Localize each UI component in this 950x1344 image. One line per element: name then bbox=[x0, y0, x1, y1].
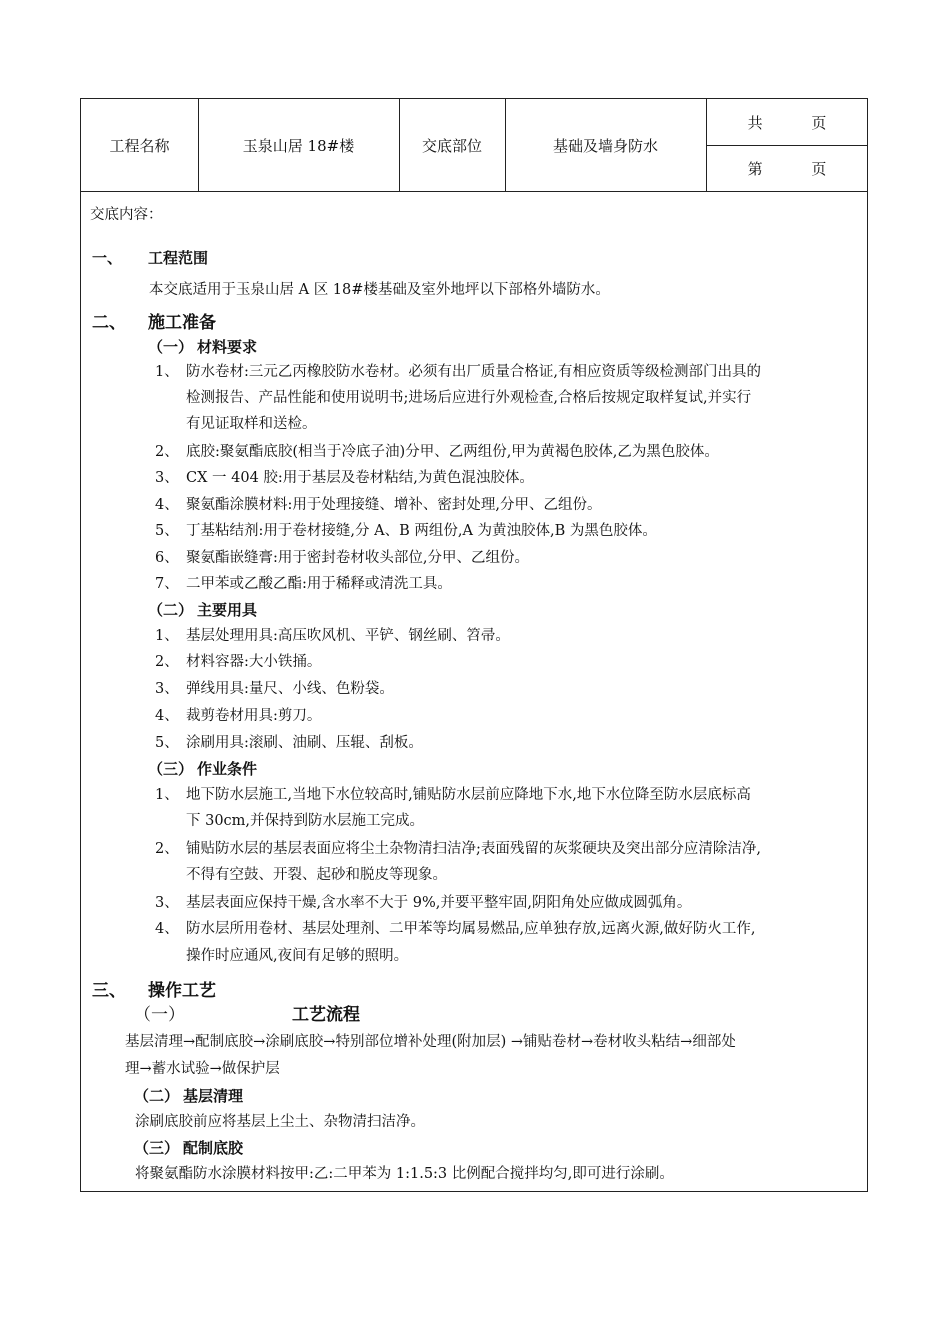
section1-number: 一、 bbox=[92, 249, 123, 267]
list-item-text: 丁基粘结剂:用于卷材接缝,分 A、B 两组份,A 为黄浊胶体,B 为黑色胶体。 bbox=[186, 523, 657, 539]
subsection-title: 作业条件 bbox=[197, 760, 258, 778]
list-item-text: 裁剪卷材用具:剪刀。 bbox=[186, 708, 322, 724]
subsection-title: 材料要求 bbox=[197, 338, 258, 356]
list-item-text: 有见证取样和送检。 bbox=[186, 416, 317, 432]
project-name-label: 工程名称 bbox=[109, 137, 170, 155]
list-item-number: 1、 bbox=[155, 628, 179, 644]
list-item-number: 3、 bbox=[155, 681, 179, 697]
subsection-number: （三） bbox=[134, 1139, 180, 1157]
section3-title: 操作工艺 bbox=[148, 981, 216, 1001]
section1-title: 工程范围 bbox=[148, 249, 209, 267]
process-flow-text: 理→蓄水试验→做保护层 bbox=[125, 1061, 280, 1077]
list-item-text: 防水卷材:三元乙丙橡胶防水卷材。必须有出厂质量合格证,有相应资质等级检测部门出具的 bbox=[186, 364, 761, 380]
list-item-number: 4、 bbox=[155, 497, 179, 513]
list-item-text: 检测报告、产品性能和使用说明书;进场后应进行外观检查,合格后按规定取样复试,并实行 bbox=[186, 390, 752, 406]
list-item-text: 二甲苯或乙酸乙酯:用于稀释或清洗工具。 bbox=[186, 576, 452, 592]
list-item-number: 4、 bbox=[155, 921, 179, 937]
list-item-text: 基层处理用具:高压吹风机、平铲、钢丝刷、笤帚。 bbox=[186, 628, 510, 644]
list-item-number: 2、 bbox=[155, 654, 179, 670]
location-value: 基础及墙身防水 bbox=[552, 137, 658, 155]
list-item-text: 涂刷用具:滚刷、油刷、压辊、刮板。 bbox=[186, 735, 423, 751]
list-item-text: CX 一 404 胶:用于基层及卷材粘结,为黄色混浊胶体。 bbox=[186, 470, 534, 486]
list-item-number: 3、 bbox=[155, 470, 179, 486]
subsection-title: 主要用具 bbox=[197, 601, 258, 619]
paragraph-text: 将聚氨酯防水涂膜材料按甲:乙:二甲苯为 1:1.5:3 比例配合搅拌均匀,即可进行涂刷。 bbox=[135, 1166, 674, 1182]
list-item-number: 7、 bbox=[155, 576, 179, 592]
disclosure-sheet bbox=[80, 98, 868, 1192]
subsection-number: （三） bbox=[148, 760, 194, 778]
list-item-text: 聚氨酯嵌缝膏:用于密封卷材收头部位,分甲、乙组份。 bbox=[186, 550, 529, 566]
list-item-number: 1、 bbox=[155, 364, 179, 380]
list-item-text: 下 30cm,并保持到防水层施工完成。 bbox=[186, 813, 425, 829]
list-item-number: 2、 bbox=[155, 444, 179, 460]
list-item-text: 弹线用具:量尺、小线、色粉袋。 bbox=[186, 681, 394, 697]
total-pages-label: 共 页 bbox=[747, 114, 827, 132]
page-number-label: 第 页 bbox=[747, 160, 827, 178]
list-item-text: 操作时应通风,夜间有足够的照明。 bbox=[186, 948, 409, 964]
section1-text: 本交底适用于玉泉山居 A 区 18#楼基础及室外地坪以下部格外墙防水。 bbox=[149, 282, 610, 298]
list-item-number: 5、 bbox=[155, 735, 179, 751]
list-item-number: 3、 bbox=[155, 895, 179, 911]
list-item-text: 防水层所用卷材、基层处理剂、二甲苯等均属易燃品,应单独存放,远离火源,做好防火工作, bbox=[186, 921, 756, 937]
section3-number: 三、 bbox=[92, 981, 126, 1001]
paragraph-text: 涂刷底胶前应将基层上尘土、杂物清扫洁净。 bbox=[135, 1114, 425, 1130]
list-item-number: 5、 bbox=[155, 523, 179, 539]
header-table bbox=[81, 99, 867, 192]
subsection-number: （一） bbox=[148, 338, 194, 356]
list-item-text: 材料容器:大小铁捅。 bbox=[186, 654, 322, 670]
subsection-number: （二） bbox=[134, 1087, 180, 1105]
subsection-title: 工艺流程 bbox=[292, 1005, 360, 1025]
subsection-title: 配制底胶 bbox=[183, 1139, 244, 1157]
section2-title: 施工准备 bbox=[148, 313, 216, 333]
section2-number: 二、 bbox=[92, 313, 126, 333]
list-item-text: 底胶:聚氨酯底胶(相当于冷底子油)分甲、乙两组份,甲为黄褐色胶体,乙为黑色胶体。 bbox=[186, 444, 719, 460]
subsection-number: （一） bbox=[134, 1005, 185, 1025]
list-item-number: 4、 bbox=[155, 708, 179, 724]
list-item-text: 地下防水层施工,当地下水位较高时,铺贴防水层前应降地下水,地下水位降至防水层底标高 bbox=[186, 787, 751, 803]
content-label: 交底内容： bbox=[90, 207, 163, 223]
divider bbox=[706, 145, 868, 146]
list-item-text: 基层表面应保持干燥,含水率不大于 9%,并要平整牢固,阴阳角处应做成圆弧角。 bbox=[186, 895, 692, 911]
list-item-number: 1、 bbox=[155, 787, 179, 803]
process-flow-text: 基层清理→配制底胶→涂刷底胶→特别部位增补处理(附加层) →铺贴卷材→卷材收头粘结→细部处 bbox=[125, 1034, 736, 1050]
list-item-text: 铺贴防水层的基层表面应将尘土杂物清扫洁净;表面残留的灰浆硬块及突出部分应清除洁净, bbox=[186, 841, 761, 857]
location-label: 交底部位 bbox=[421, 137, 482, 155]
list-item-number: 2、 bbox=[155, 841, 179, 857]
list-item-number: 6、 bbox=[155, 550, 179, 566]
subsection-number: （二） bbox=[148, 601, 194, 619]
list-item-text: 聚氨酯涂膜材料:用于处理接缝、增补、密封处理,分甲、乙组份。 bbox=[186, 497, 602, 513]
project-name-value: 玉泉山居 18#楼 bbox=[242, 137, 355, 155]
list-item-text: 不得有空鼓、开裂、起砂和脱皮等现象。 bbox=[186, 867, 447, 883]
subsection-title: 基层清理 bbox=[183, 1087, 244, 1105]
